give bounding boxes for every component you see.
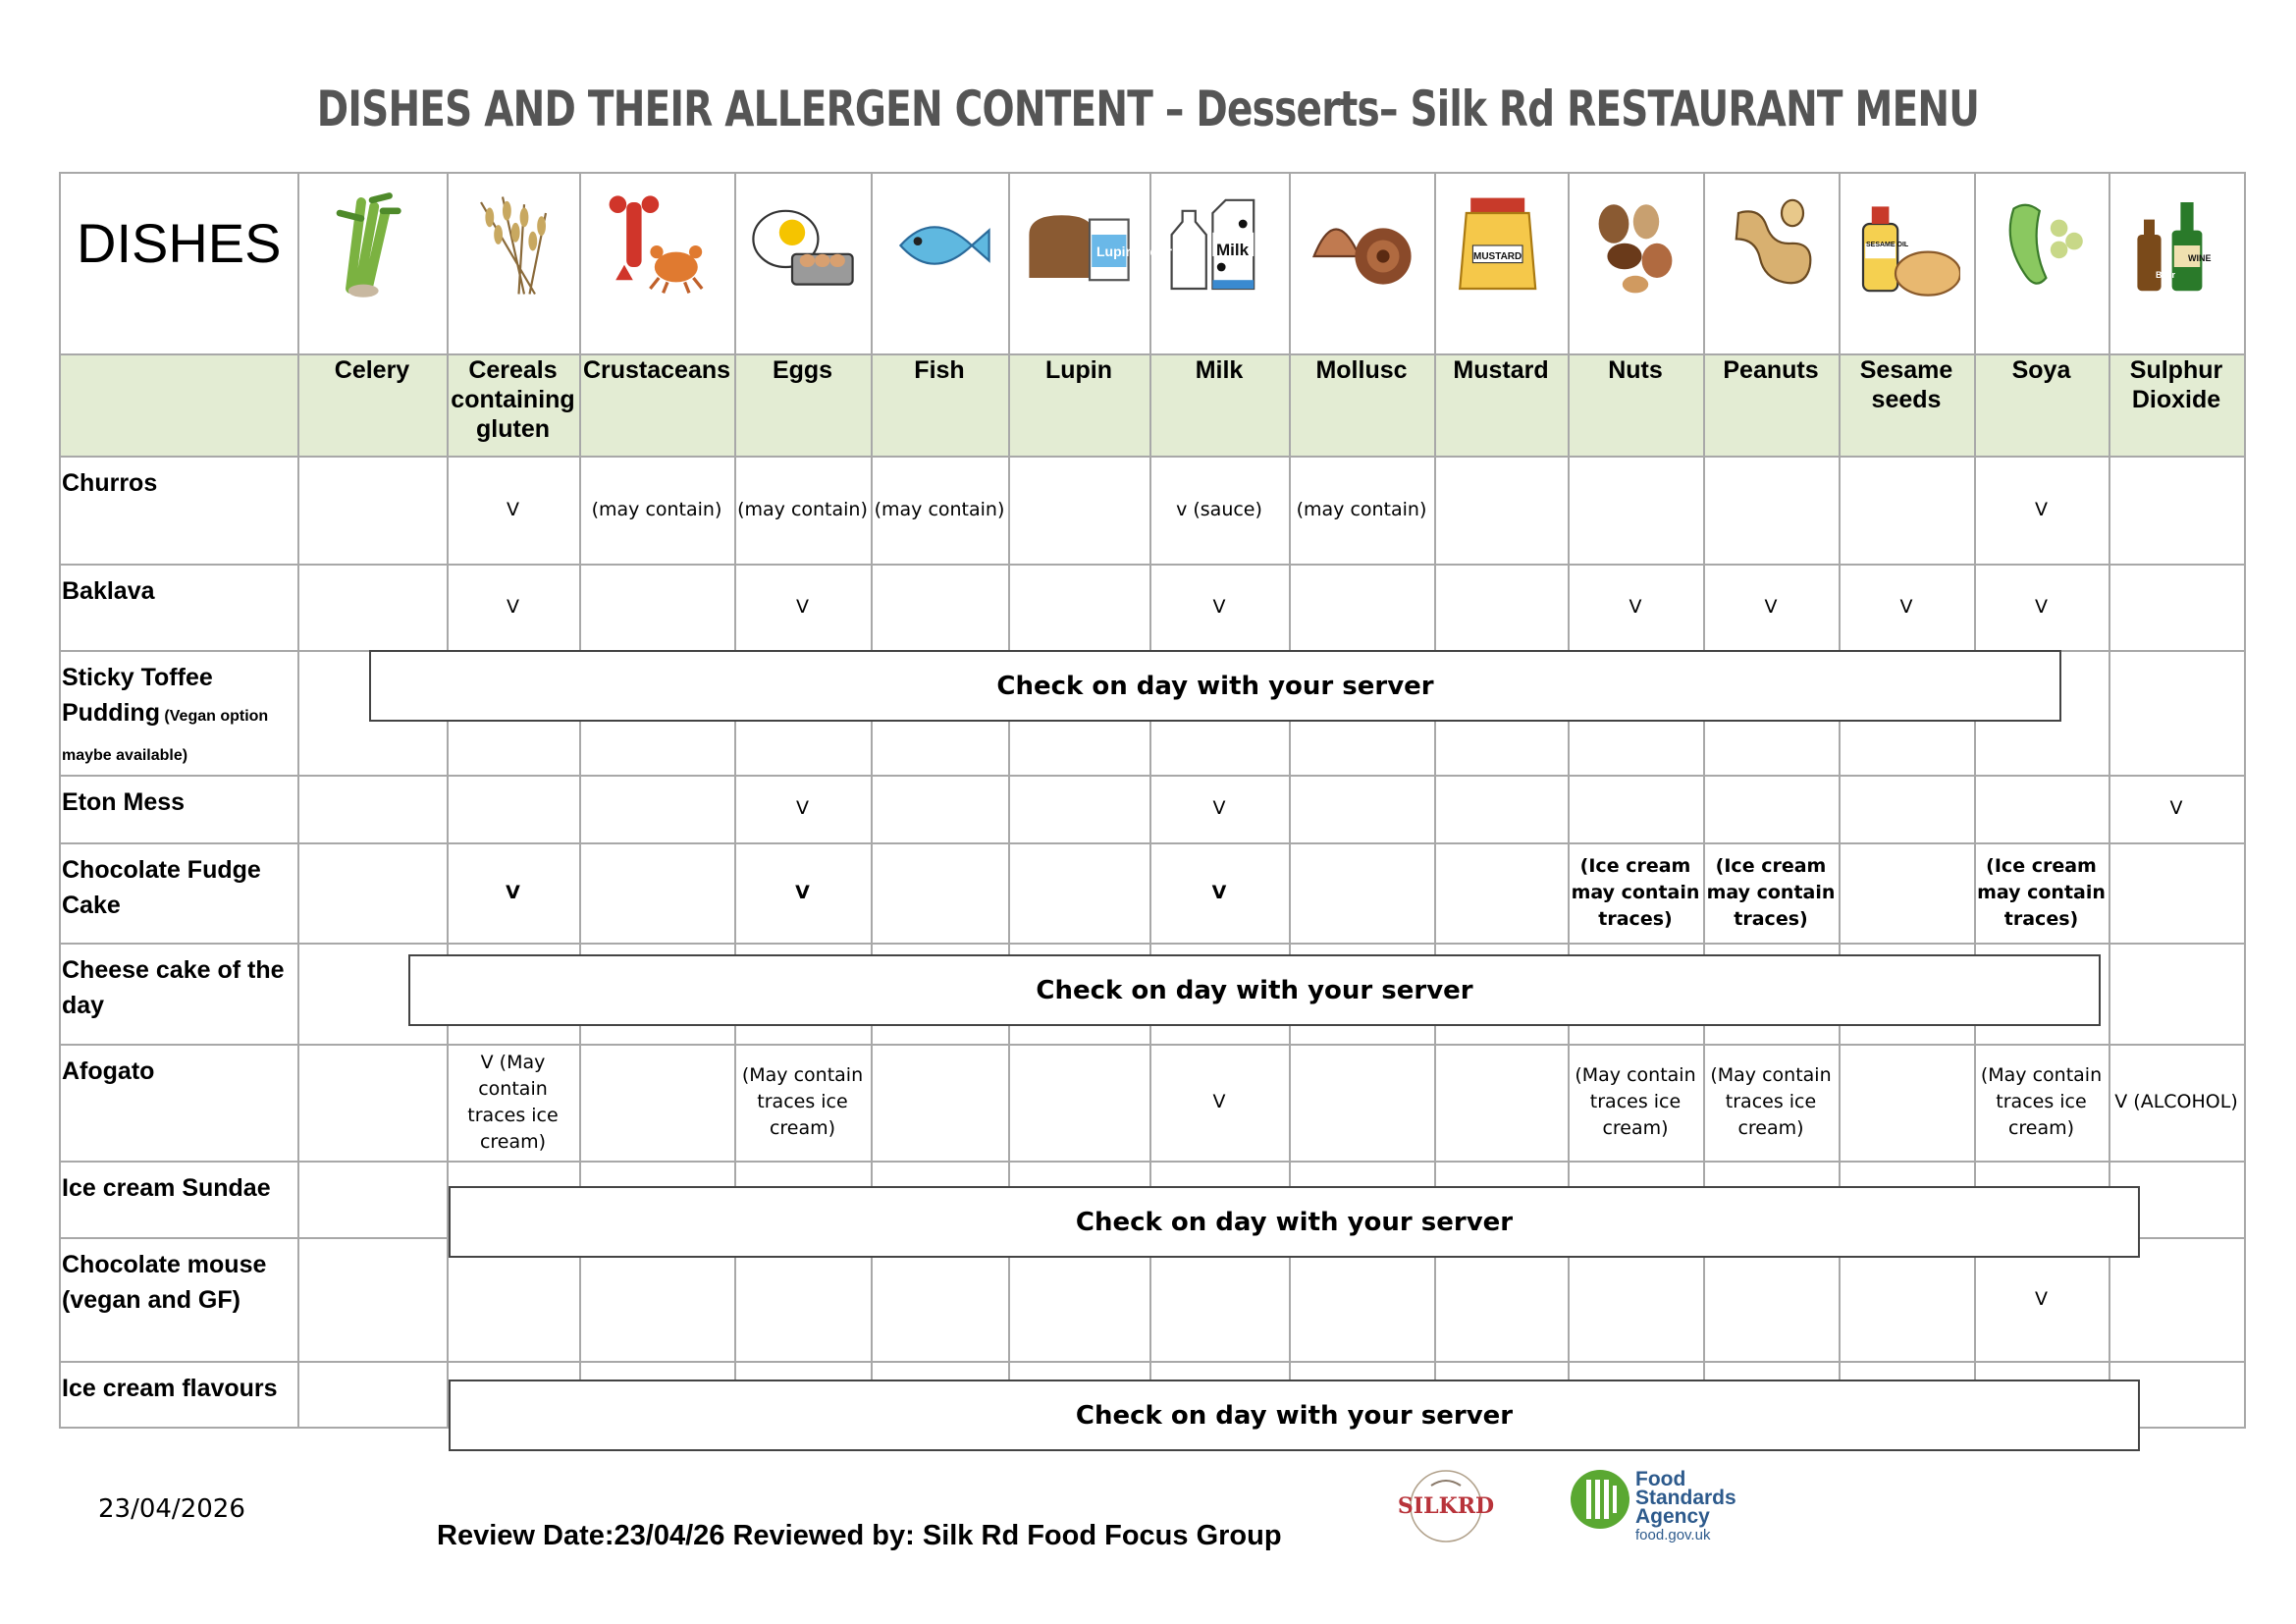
grid-line xyxy=(2244,172,2246,1429)
column-header-mustard: Mustard xyxy=(1453,356,1549,384)
allergen-cell: (may contain) xyxy=(737,498,868,520)
check-with-server-notice: Check on day with your server xyxy=(449,1380,2140,1451)
column-header-sesame-seeds: Sesame seeds xyxy=(1859,356,1953,413)
allergen-cell: V (May contain traces ice cream) xyxy=(467,1051,559,1153)
grid-line xyxy=(59,172,61,1429)
allergen-cell: (Ice cream may contain traces) xyxy=(1706,854,1836,930)
dish-label: Chocolate mouse (vegan and GF) xyxy=(62,1251,267,1314)
dish-label: Ice cream flavours xyxy=(62,1375,278,1402)
shell-icon xyxy=(1308,182,1415,309)
allergen-cell: (may contain) xyxy=(591,498,722,520)
review-note: Review Date:23/04/26 Reviewed by: Silk Rd Food Focus Group xyxy=(437,1520,1282,1551)
dishes-heading: DISHES xyxy=(77,212,282,274)
icon-label: SESAME OIL xyxy=(1866,242,1909,248)
allergen-cell: V xyxy=(796,595,809,618)
dish-label: Sticky Toffee Pudding xyxy=(62,664,213,727)
grid-line xyxy=(59,1361,2246,1363)
fsa-line: Standards xyxy=(1635,1487,1736,1509)
column-header-cereals-containing-gluten: Cereals containing gluten xyxy=(451,356,575,443)
column-header-peanuts: Peanuts xyxy=(1723,356,1819,384)
check-with-server-notice: Check on day with your server xyxy=(369,650,2061,722)
allergen-cell: V xyxy=(2035,1287,2048,1310)
celery-icon xyxy=(318,182,426,309)
icon-label: Beer xyxy=(2156,270,2176,280)
wine-beer-icon xyxy=(2122,182,2230,309)
grid-line xyxy=(59,1161,2246,1163)
check-with-server-notice: Check on day with your server xyxy=(449,1186,2140,1258)
soya-icon xyxy=(1988,182,2096,309)
silkrd-logo-text: SILKRD xyxy=(1397,1493,1495,1519)
dish-name xyxy=(62,785,288,820)
dish-label: Churros xyxy=(62,469,158,497)
icon-label: WINE xyxy=(2188,253,2212,263)
column-header-soya: Soya xyxy=(2011,356,2071,384)
allergen-cell: V xyxy=(2169,797,2183,819)
dish-name xyxy=(62,1247,288,1318)
fsa-line: Agency xyxy=(1635,1505,1710,1528)
dish-name xyxy=(62,852,288,923)
dish-name xyxy=(62,1371,288,1406)
dish-name xyxy=(62,952,288,1023)
column-header-celery: Celery xyxy=(334,356,410,384)
column-header-crustaceans: Crustaceans xyxy=(582,356,731,384)
check-with-server-notice: Check on day with your server xyxy=(408,954,2101,1026)
dish-label: Ice cream Sundae xyxy=(62,1174,271,1202)
page-title: DISHES AND THEIR ALLERGEN CONTENT – Desserts– Silk Rd RESTAURANT MENU xyxy=(316,81,1980,137)
fsa-url: food.gov.uk xyxy=(1635,1527,1711,1543)
mustard-icon xyxy=(1447,182,1555,309)
dish-name xyxy=(62,660,288,774)
column-header-eggs: Eggs xyxy=(772,356,833,384)
dish-label: Afogato xyxy=(62,1057,155,1085)
grid-line xyxy=(59,943,2246,945)
fsa-logo-text xyxy=(1635,1470,1736,1544)
allergen-cell: V xyxy=(795,881,810,903)
allergen-cell: (May contain traces ice cream) xyxy=(741,1064,864,1139)
allergen-cell: (Ice cream may contain traces) xyxy=(1571,854,1700,930)
allergen-cell: V xyxy=(1212,595,1226,618)
fsa-line: Food xyxy=(1635,1468,1686,1490)
dish-label: Cheese cake of the day xyxy=(62,956,285,1019)
allergen-cell: V xyxy=(2035,498,2048,520)
fsa-logo-icon xyxy=(1569,1468,1631,1531)
allergen-cell: V xyxy=(1212,1091,1226,1112)
column-header-fish: Fish xyxy=(914,356,965,384)
allergen-cell: V xyxy=(1764,595,1778,618)
icon-label: Milk xyxy=(1216,241,1250,259)
column-header-mollusc: Mollusc xyxy=(1315,356,1408,384)
footer-date: 23/04/2026 xyxy=(98,1494,245,1524)
grid-line xyxy=(59,172,2246,174)
icon-label: MUSTARD xyxy=(1473,251,1522,262)
dish-name xyxy=(62,465,288,501)
allergen-cell: v (sauce) xyxy=(1176,498,1262,520)
dish-name xyxy=(62,1054,288,1089)
allergen-cell: (Ice cream may contain traces) xyxy=(1977,854,2106,930)
column-header-sulphur-dioxide: Sulphur Dioxide xyxy=(2129,356,2223,413)
dish-label: Eton Mess xyxy=(62,788,186,816)
column-header-lupin: Lupin xyxy=(1044,356,1113,384)
dish-label: Baklava xyxy=(62,577,155,605)
peanuts-icon xyxy=(1717,182,1825,309)
eggs-icon xyxy=(749,182,857,309)
allergen-cell: V xyxy=(1212,797,1226,819)
allergen-cell: V xyxy=(1899,595,1913,618)
silkrd-logo xyxy=(1392,1468,1500,1544)
fish-icon xyxy=(885,182,993,309)
allergen-cell: (May contain traces ice cream) xyxy=(1980,1064,2103,1139)
allergen-cell: V xyxy=(506,881,520,903)
lobster-crab-icon xyxy=(603,182,711,309)
dish-label: Chocolate Fudge Cake xyxy=(62,856,261,919)
nuts-icon xyxy=(1581,182,1689,309)
allergen-cell: (may contain) xyxy=(874,498,1005,520)
icon-label: Lupin Flour xyxy=(1096,244,1172,259)
allergen-cell: V xyxy=(2035,595,2048,618)
allergen-cell: V xyxy=(1211,881,1227,903)
column-header-milk: Milk xyxy=(1195,356,1244,384)
allergen-cell: V xyxy=(507,595,519,618)
wheat-icon xyxy=(459,182,567,309)
allergen-cell: V (ALCOHOL) xyxy=(2114,1091,2238,1112)
allergen-cell: V xyxy=(1629,595,1642,618)
allergen-cell: V xyxy=(796,797,809,819)
column-header-nuts: Nuts xyxy=(1608,356,1663,384)
dish-name xyxy=(62,573,288,609)
allergen-cell: (may contain) xyxy=(1296,498,1427,520)
allergen-cell: (May contain traces ice cream) xyxy=(1710,1064,1832,1139)
allergen-cell: V xyxy=(507,498,519,520)
allergen-cell: (May contain traces ice cream) xyxy=(1575,1064,1696,1139)
dish-name xyxy=(62,1170,288,1206)
dish-note: (Vegan option maybe available) xyxy=(62,708,269,764)
